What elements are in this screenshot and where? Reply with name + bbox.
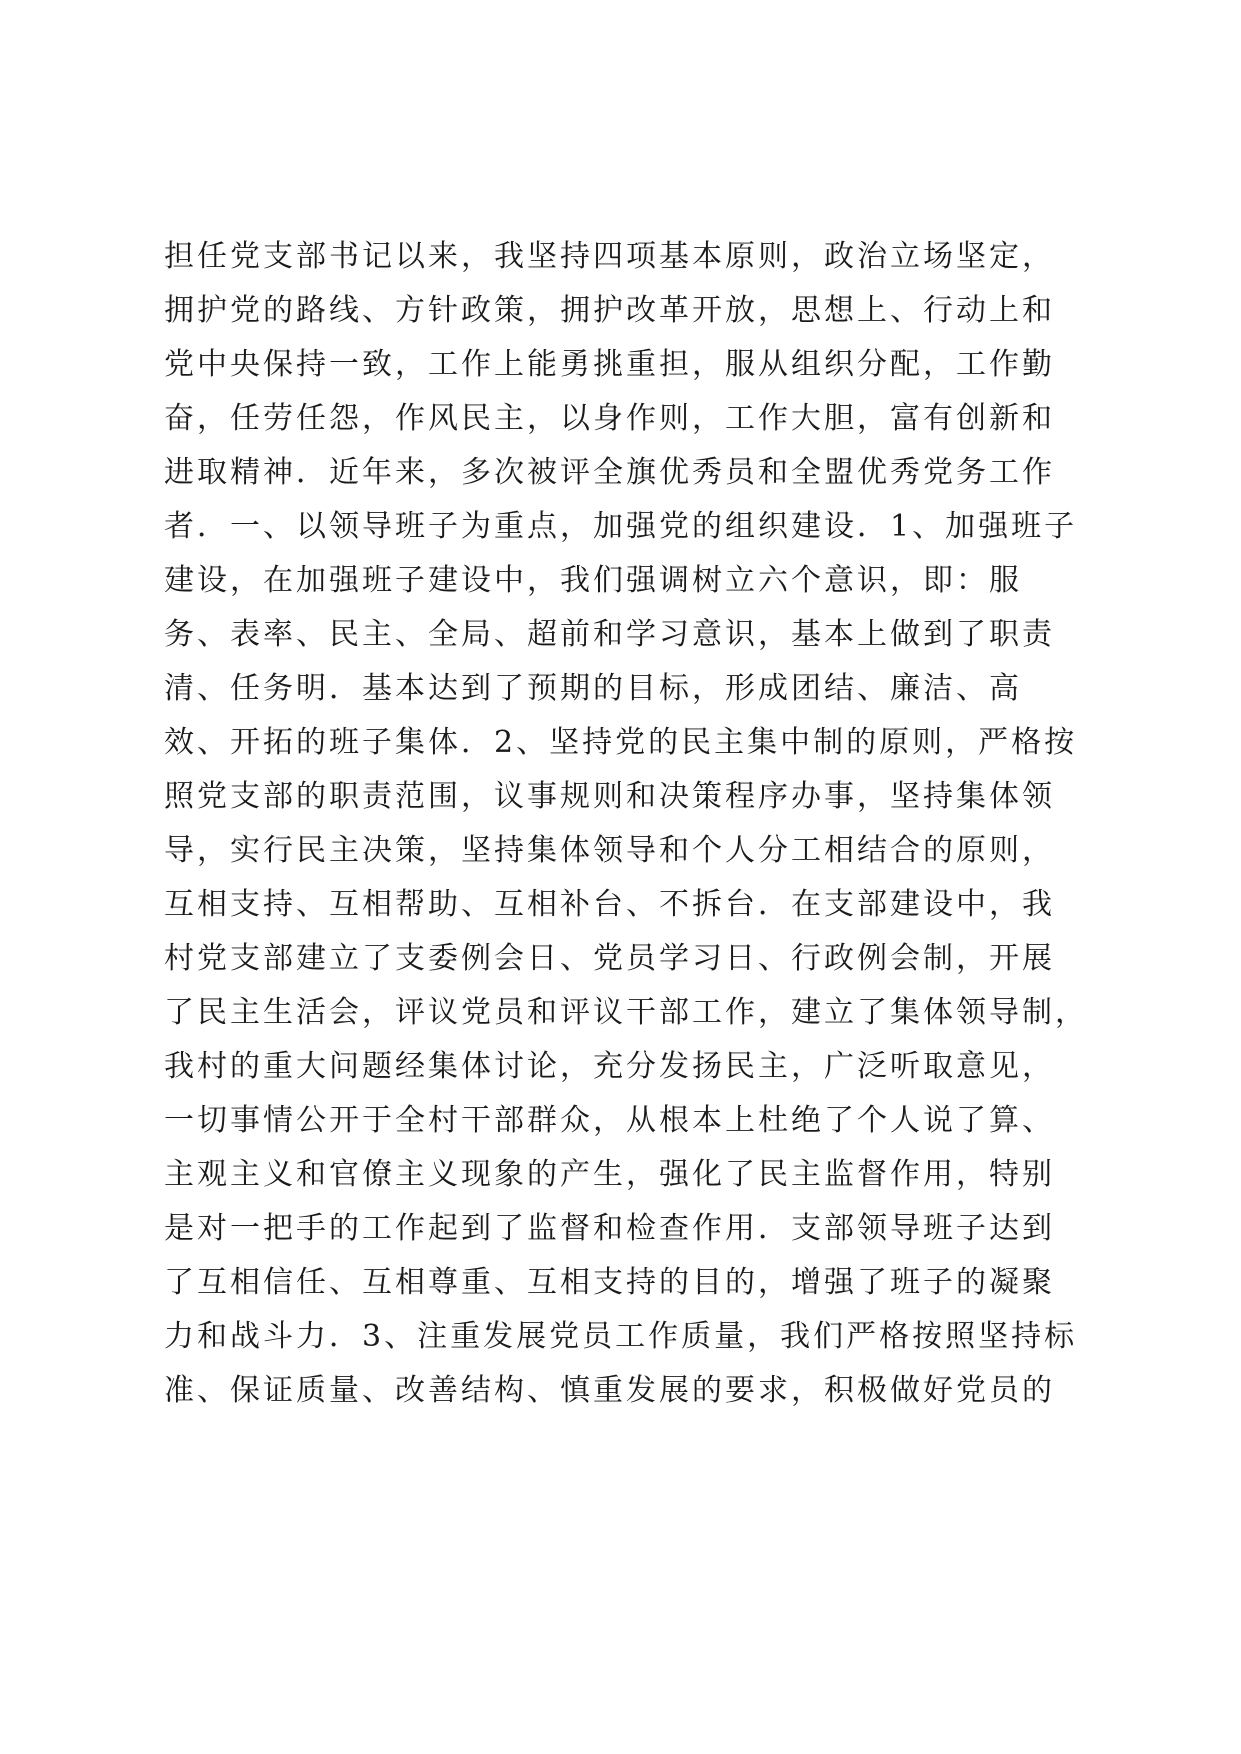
text-line: 主观主义和官僚主义现象的产生，强化了民主监督作用，特别 <box>164 1157 1055 1192</box>
text-line: 村党支部建立了支委例会日、党员学习日、行政例会制，开展 <box>164 941 1055 976</box>
text-line: 我村的重大问题经集体讨论，充分发扬民主，广泛听取意见， <box>164 1049 1055 1084</box>
text-line: 是对一把手的工作起到了监督和检查作用．支部领导班子达到 <box>164 1211 1055 1246</box>
text-line: 准、保证质量、改善结构、慎重发展的要求，积极做好党员的 <box>164 1373 1055 1408</box>
text-line: 互相支持、互相帮助、互相补台、不拆台．在支部建设中，我 <box>164 887 1055 922</box>
text-line: 一切事情公开于全村干部群众，从根本上杜绝了个人说了算、 <box>164 1103 1055 1138</box>
text-line: 者．一、以领导班子为重点，加强党的组织建设．1、加强班子 <box>164 509 1078 544</box>
text-line: 效、开拓的班子集体．2、坚持党的民主集中制的原则，严格按 <box>164 725 1078 760</box>
text-line: 奋，任劳任怨，作风民主，以身作则，工作大胆，富有创新和 <box>164 401 1055 436</box>
text-line: 力和战斗力．3、注重发展党员工作质量，我们严格按照坚持标 <box>164 1319 1078 1354</box>
text-line: 了民主生活会，评议党员和评议干部工作，建立了集体领导制， <box>164 995 1088 1030</box>
text-line: 进取精神．近年来，多次被评全旗优秀员和全盟优秀党务工作 <box>164 455 1055 490</box>
body-text <box>164 230 1088 1418</box>
text-line: 拥护党的路线、方针政策，拥护改革开放，思想上、行动上和 <box>164 293 1055 328</box>
text-line: 照党支部的职责范围，议事规则和决策程序办事，坚持集体领 <box>164 779 1055 814</box>
text-line: 担任党支部书记以来，我坚持四项基本原则，政治立场坚定， <box>164 239 1055 274</box>
text-line: 了互相信任、互相尊重、互相支持的目的，增强了班子的凝聚 <box>164 1265 1055 1300</box>
text-line: 清、任务明．基本达到了预期的目标，形成团结、廉洁、高 <box>164 671 1022 706</box>
text-line: 务、表率、民主、全局、超前和学习意识，基本上做到了职责 <box>164 617 1055 652</box>
text-line: 党中央保持一致，工作上能勇挑重担，服从组织分配，工作勤 <box>164 347 1055 382</box>
text-line: 建设，在加强班子建设中，我们强调树立六个意识，即：服 <box>164 563 1022 598</box>
text-line: 导，实行民主决策，坚持集体领导和个人分工相结合的原则， <box>164 833 1055 868</box>
